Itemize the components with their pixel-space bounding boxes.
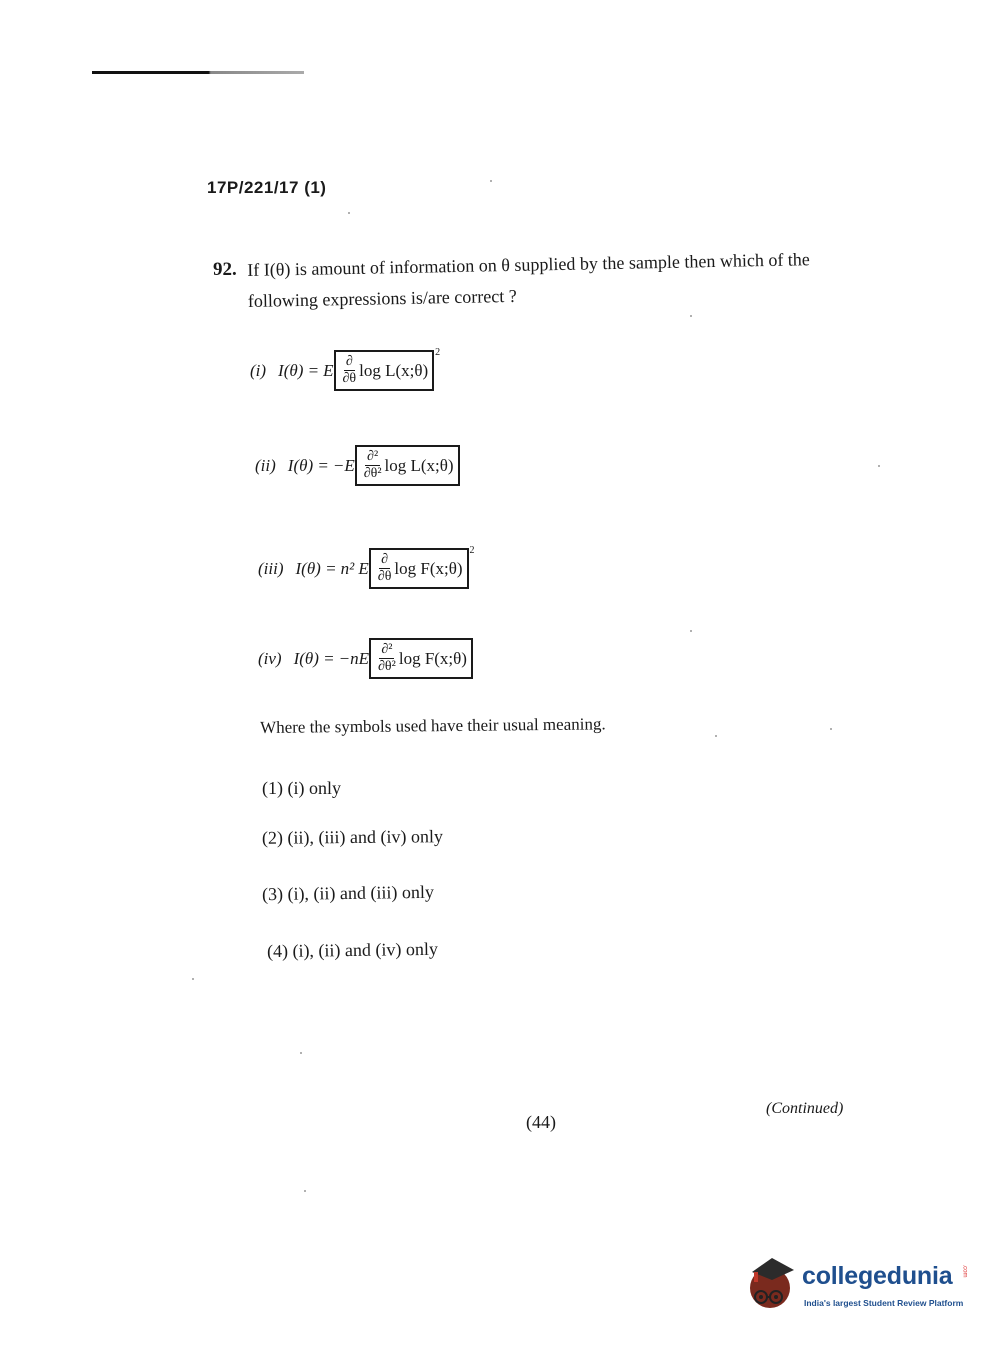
fraction-denominator: ∂θ — [377, 569, 392, 584]
expression-coef: −E — [332, 455, 355, 475]
question-number: 92. — [213, 259, 237, 280]
expression-function: log F(x;θ) — [398, 648, 467, 668]
expression-function: log F(x;θ) — [394, 558, 463, 578]
fraction-numerator: ∂ — [381, 552, 389, 567]
expression-iv — [258, 638, 473, 679]
expression-lhs: I(θ) = — [287, 455, 329, 475]
brand-tagline: India's largest Student Review Platform — [804, 1298, 964, 1308]
scan-speck — [690, 315, 692, 317]
expression-bracket — [369, 638, 473, 679]
derivative-fraction — [343, 354, 357, 387]
question-text: If I(θ) is amount of information on θ supplied by the sample then which of the following expressions is/are correct ? — [247, 249, 811, 311]
answer-choice-4: (4) (i), (ii) and (iv) only — [266, 938, 439, 962]
brand-suffix: .com — [961, 1264, 968, 1278]
expression-function: log L(x;θ) — [384, 455, 454, 475]
answer-choice-1: (1) (i) only — [262, 778, 341, 798]
page-number: (44) — [526, 1112, 556, 1132]
derivative-fraction — [364, 449, 382, 482]
scan-speck — [304, 1190, 306, 1192]
expression-i — [250, 347, 441, 391]
expression-label: (i) — [250, 360, 267, 380]
expression-label: (iv) — [258, 648, 282, 668]
expression-label: (ii) — [255, 455, 276, 475]
expression-bracket — [355, 445, 460, 486]
symbols-note: Where the symbols used have their usual meaning. — [260, 714, 606, 737]
answer-choice-3: (3) (i), (ii) and (iii) only — [261, 881, 435, 905]
fraction-numerator: ∂ — [345, 354, 353, 369]
expression-coef: −nE — [338, 648, 370, 668]
answer-choice-2: (2) (ii), (iii) and (iv) only — [261, 826, 444, 848]
expression-power: 2 — [435, 347, 441, 358]
expression-coef: n² E — [340, 558, 369, 578]
derivative-fraction — [378, 552, 392, 585]
scan-speck — [878, 465, 880, 467]
scan-speck — [348, 212, 350, 214]
expression-lhs: I(θ) = — [295, 558, 337, 578]
scan-speck — [490, 180, 492, 182]
expression-ii — [255, 445, 460, 486]
expression-power: 2 — [469, 545, 475, 556]
fraction-denominator: ∂θ² — [378, 659, 396, 674]
top-rule — [92, 71, 304, 74]
expression-label: (iii) — [258, 558, 284, 578]
expression-lhs: I(θ) = — [278, 360, 320, 380]
fraction-denominator: ∂θ — [342, 371, 357, 386]
fraction-denominator: ∂θ² — [363, 466, 382, 481]
fraction-numerator: ∂² — [381, 642, 393, 657]
expression-coef: E — [323, 360, 334, 380]
fraction-numerator: ∂² — [367, 449, 379, 464]
scan-speck — [690, 630, 692, 632]
scan-speck — [192, 978, 194, 980]
expression-iii — [258, 545, 475, 589]
expression-bracket — [334, 350, 435, 391]
expression-bracket — [369, 548, 469, 589]
expression-function: log L(x;θ) — [359, 360, 429, 380]
scan-speck — [300, 1052, 302, 1054]
paper-code: 17P/221/17 (1) — [207, 178, 327, 197]
brand-name: collegedunia — [802, 1262, 953, 1290]
continued-label: (Continued) — [766, 1100, 844, 1117]
derivative-fraction — [378, 642, 396, 675]
scan-speck — [830, 728, 832, 730]
scan-speck — [715, 735, 717, 737]
expression-lhs: I(θ) = — [293, 648, 335, 668]
